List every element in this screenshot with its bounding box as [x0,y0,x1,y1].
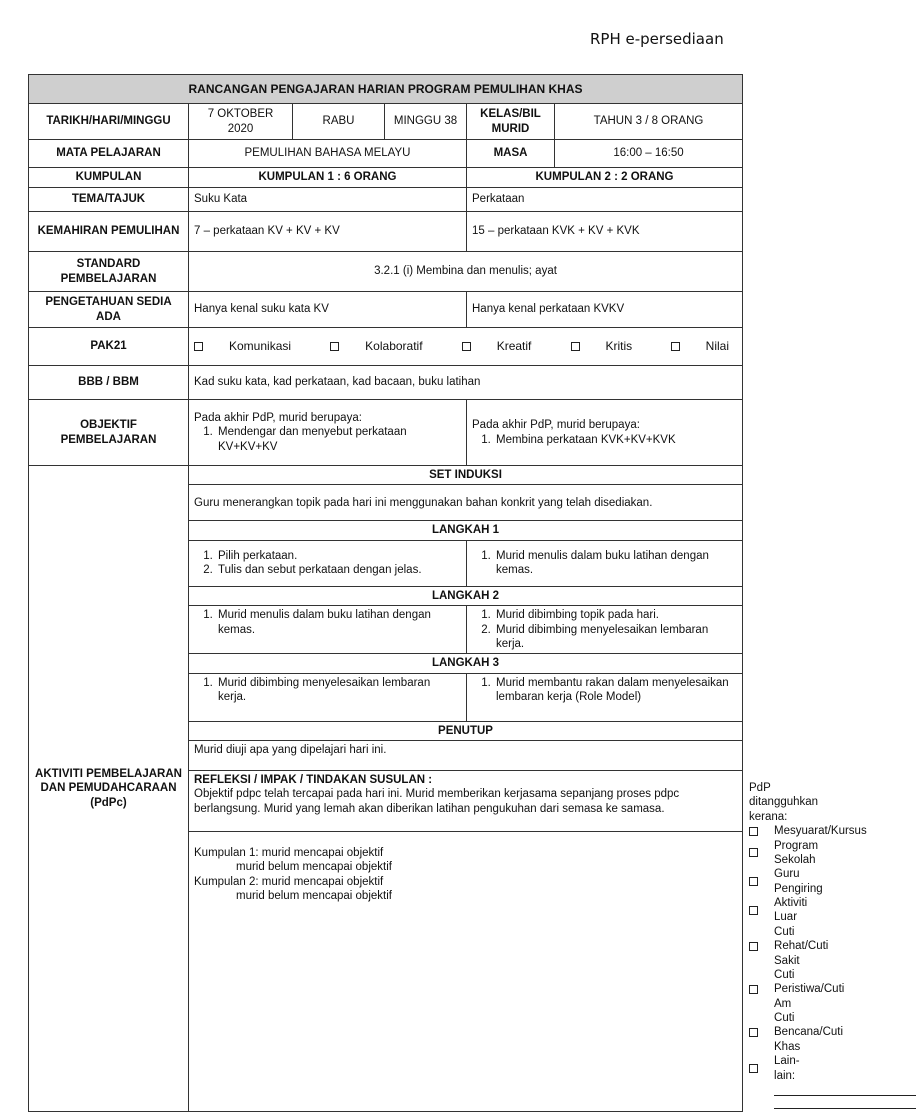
standard-label: STANDARD PEMBELAJARAN [29,252,189,292]
checkbox-icon [194,342,203,351]
objektif-k2-item: 1. Membina perkataan KVK+KV+KVK [494,433,737,447]
checkbox-icon [671,342,680,351]
langkah3-k2 [467,673,743,721]
page-header-label: RPH e-persediaan [590,30,724,48]
table-title: RANCANGAN PENGAJARAN HARIAN PROGRAM PEMULIHAN KHAS [29,75,743,104]
kelas-label: KELAS/BIL MURID [467,104,555,140]
list-item: 1. Murid menulis dalam buku latihan dengan kemas. [494,549,737,578]
checkbox-icon [749,1028,758,1037]
tema-label: TEMA/TAJUK [29,188,189,212]
tarikh-day: RABU [293,104,385,140]
list-item: 1. Pilih perkataan. [216,549,461,563]
langkah3-k1 [189,673,467,721]
pak21-kolaboratif[interactable]: Kolaboratif [330,339,422,354]
checkbox-icon [749,942,758,951]
refleksi-text: Objektif pdpc telah tercapai pada hari ini. Murid memberikan kerjasama sepanjang proses pdpc berlangsung. Murid yang lemah akan diberikan latihan pengukuhan dari semasa ke samasa. [194,788,680,815]
checkbox-icon [330,342,339,351]
checkbox-icon [749,906,758,915]
bbb-value: Kad suku kata, kad perkataan, kad bacaan, buku latihan [189,366,743,400]
pak21-nilai[interactable]: Nilai [671,339,737,354]
kumpulan-2: KUMPULAN 2 : 2 ORANG [467,168,743,188]
refleksi-line: Kumpulan 2: murid mencapai objektif [194,875,384,888]
refleksi-line: murid belum mencapai objektif [236,861,392,874]
list-item: 1. Murid dibimbing topik pada hari. [494,608,737,622]
refleksi-title: REFLEKSI / IMPAK / TINDAKAN SUSULAN : [194,774,433,786]
pak21-kreatif[interactable]: Kreatif [462,339,532,354]
kemahiran-label: KEMAHIRAN PEMULIHAN [29,212,189,252]
list-item: 2. Tulis dan sebut perkataan dengan jelas. [216,563,461,577]
list-item: 1. Murid dibimbing menyelesaikan lembaran kerja. [216,676,461,705]
langkah2-heading: LANGKAH 2 [189,586,743,605]
refleksi-line: Kumpulan 1: murid mencapai objektif [194,847,384,859]
set-induksi-text: Guru menerangkan topik pada hari ini menggunakan bahan konkrit yang telah disediakan. [189,485,743,521]
checkbox-icon [749,1064,758,1073]
bbb-label: BBB / BBM [29,366,189,400]
checkbox-icon [749,985,758,994]
penutup-text: Murid diuji apa yang dipelajari hari ini. [189,741,743,771]
pengetahuan-k2: Hanya kenal perkataan KVKV [467,292,743,328]
pak21-komunikasi[interactable]: Komunikasi [194,339,291,354]
kumpulan-label: KUMPULAN [29,168,189,188]
tarikh-date: 7 OKTOBER 2020 [189,104,293,140]
checkbox-icon [749,827,758,836]
kumpulan-1: KUMPULAN 1 : 6 ORANG [189,168,467,188]
tarikh-week: MINGGU 38 [385,104,467,140]
checkbox-icon [571,342,580,351]
pak21-kritis[interactable]: Kritis [571,340,632,353]
standard-value: 3.2.1 (i) Membina dan menulis; ayat [189,252,743,292]
tema-k2: Perkataan [467,188,743,212]
objektif-k1: Pada akhir PdP, murid berupaya: 1. Mendengar dan menyebut perkataan KV+KV+KV [189,400,467,466]
objektif-k1-item: 1. Mendengar dan menyebut perkataan KV+KV+KV [216,425,461,454]
refleksi-cell [189,771,743,1112]
checkbox-icon [462,342,471,351]
list-item: 2. Murid dibimbing menyelesaikan lembaran kerja. [494,623,737,652]
objektif-label: OBJEKTIF PEMBELAJARAN [29,400,189,466]
set-induksi-heading: SET INDUKSI [189,466,743,485]
langkah1-heading: LANGKAH 1 [189,521,743,540]
aktiviti-label: AKTIVITI PEMBELAJARAN DAN PEMUDAHCARAAN (PdPc) [29,466,189,1112]
pengetahuan-label: PENGETAHUAN SEDIA ADA [29,292,189,328]
langkah2-k1 [189,606,467,654]
list-item: 1. Murid membantu rakan dalam menyelesaikan lembaran kerja (Role Model) [494,676,737,705]
checkbox-icon [749,848,758,857]
kemahiran-k2: 15 – perkataan KVK + KV + KVK [467,212,743,252]
tarikh-label: TARIKH/HARI/MINGGU [29,104,189,140]
blank-line[interactable] [774,1096,916,1109]
objektif-k2: Pada akhir PdP, murid berupaya: 1. Membina perkataan KVK+KV+KVK [467,400,743,466]
masa-value: 16:00 – 16:50 [555,140,743,168]
penutup-heading: PENUTUP [189,721,743,740]
langkah1-k1 [189,540,467,586]
langkah1-k2 [467,540,743,586]
mata-value: PEMULIHAN BAHASA MELAYU [189,140,467,168]
list-item: 1. Murid menulis dalam buku latihan dengan kemas. [216,608,461,637]
langkah3-heading: LANGKAH 3 [189,654,743,673]
pengetahuan-k1: Hanya kenal suku kata KV [189,292,467,328]
kemahiran-k1: 7 – perkataan KV + KV + KV [189,212,467,252]
mata-label: MATA PELAJARAN [29,140,189,168]
tema-k1: Suku Kata [189,188,467,212]
blank-line[interactable] [774,1083,916,1096]
kelas-value: TAHUN 3 / 8 ORANG [555,104,743,140]
lesson-plan-table: RANCANGAN PENGAJARAN HARIAN PROGRAM PEMULIHAN KHAS TARIKH/HARI/MINGGU 7 OKTOBER 2020 RABU MINGGU 38 KELAS/BIL MURID TAHUN 3 / 8 ORANG MATA PELAJARAN PEMULIHAN BAHASA MELAYU MASA 16:00 – 16:50 KUMPULAN KUMPULAN 1 : 6 ORANG KUMPULAN 2 : 2 ORANG TEMA/TAJUK Suku Kata Perkataan KEMAHIRAN PEMULIHAN 7 – perkataan KV + KV + KV 15 – perkataan KVK + KV + KVK STANDARD PEMBELAJARAN 3.2.1 (i) Membina dan menulis; ayat PENGETAHUAN SEDIA ADA Hanya kenal suku kata KV Hanya kenal perkataan KVKV PAK21 Komunikasi Kolaboratif Kreatif Kritis Nilai BBB / BBM Kad suku kata, kad perkataan, kad bacaan, buku latihan OBJEKTIF PEMBELAJARAN Pada akhir PdP, murid berupaya: 1. Mendengar dan menyebut perkataan KV+KV+KV Pada akhir PdP, murid berupaya: 1. Membina perkataan KVK+KV+KVK AKTIVITI PEMBELAJARAN DAN PEMUDAHCARAAN (PdPc) SET INDUKSI Guru menerangkan topik pada hari ini menggunakan bahan konkrit yang telah disediakan. LANGKAH 1 1. Pilih perkataan. 2. Tulis dan sebut perkataan dengan jelas. 1. Murid menulis dalam buku latihan dengan kemas. LANGKAH 2 1. Murid menulis dalam buku latihan dengan kemas. 1. Murid dibimbing topik pada hari. 2. Murid dibimbing menyelesaikan lembaran kerja. LANGKAH 3 1. Murid dibimbing menyelesaikan lembaran kerja. 1. Murid membantu rakan dalam menyelesaikan lembaran kerja (Role Model) PENUTUP Murid diuji apa yang dipelajari hari ini. REFLEKSI / IMPAK / TINDAKAN SUSULAN : Objektif pdpc telah tercapai pada hari ini. Murid memberikan kerjasama sepanjang proses pdpc berlangsung. Murid yang lemah akan diberikan latihan pengukuhan dari semasa ke samasa. Kumpulan 1: murid mencapai objektif murid belum mencapai objektif Kumpulan 2: murid mencapai objektif murid belum mencapai objektif PdP ditangguhkan kerana: Mesyuarat/Kursus Program Sekolah Guru Pengiring Aktiviti Luar Cuti Rehat/Cuti Sakit Cuti Peristiwa/Cuti Am Cuti Bencana/Cuti Khas Lain-lain: [28,74,743,1112]
pak21-label: PAK21 [29,328,189,366]
langkah2-k2 [467,606,743,654]
checkbox-icon [749,877,758,886]
masa-label: MASA [467,140,555,168]
refleksi-line: murid belum mencapai objektif [236,890,392,903]
pak21-options [189,328,743,366]
